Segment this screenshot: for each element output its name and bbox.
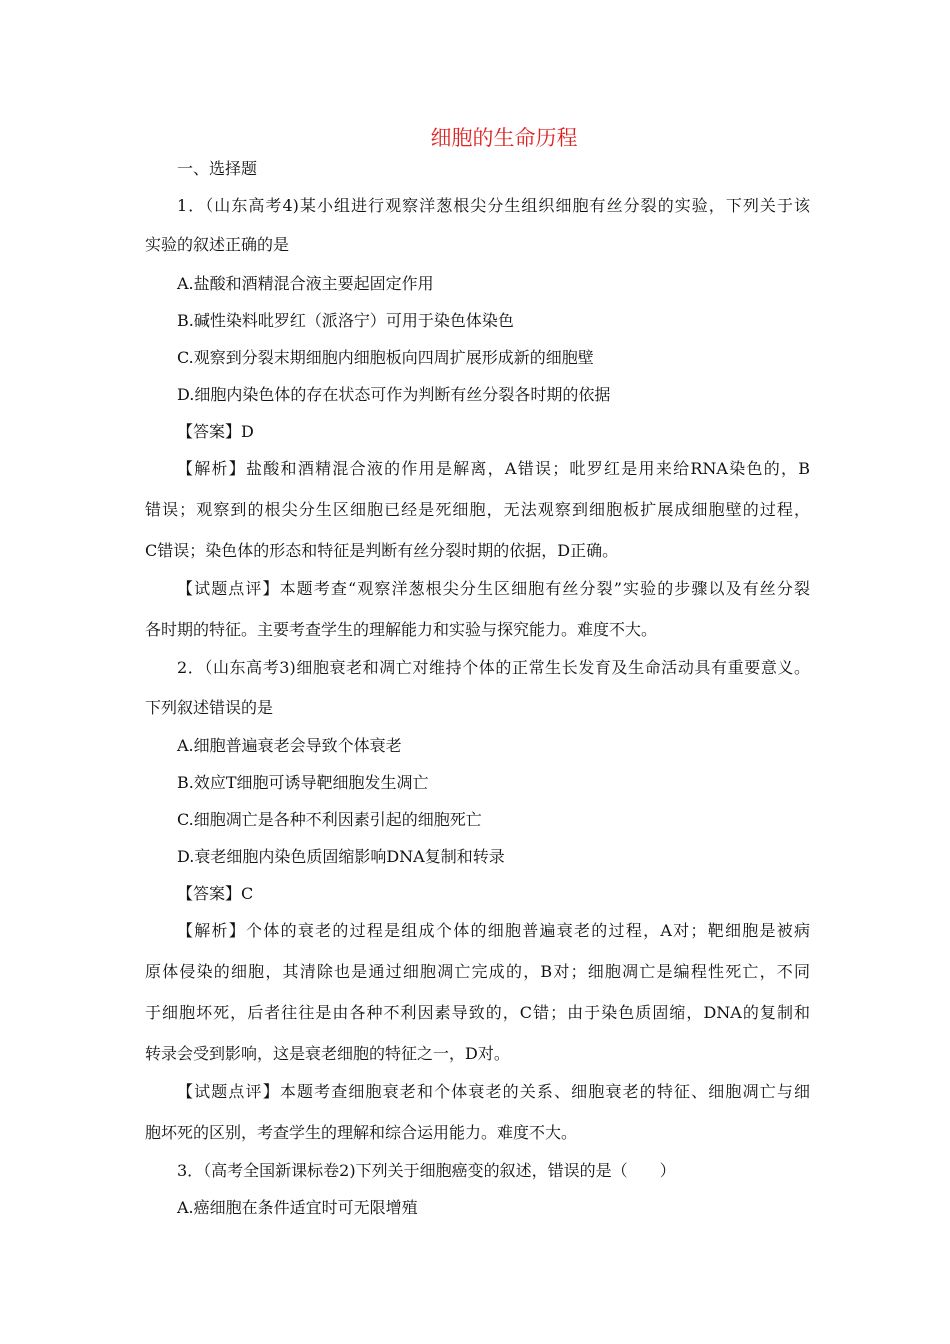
q2-option-a: A.细胞普遍衰老会导致个体衰老 <box>177 736 402 755</box>
q1-option-b: B.碱性染料吡罗红（派洛宁）可用于染色体染色 <box>177 311 514 330</box>
q2-option-c: C.细胞凋亡是各种不利因素引起的细胞死亡 <box>177 810 482 829</box>
q2-comment-line2: 胞坏死的区别，考查学生的理解和综合运用能力。难度不大。 <box>145 1123 578 1142</box>
q2-option-b: B.效应T细胞可诱导靶细胞发生凋亡 <box>177 773 429 792</box>
q2-stem-line2: 下列叙述错误的是 <box>145 698 274 717</box>
q1-option-d: D.细胞内染色体的存在状态可作为判断有丝分裂各时期的依据 <box>177 385 611 404</box>
q1-option-c: C.观察到分裂末期细胞内细胞板向四周扩展形成新的细胞壁 <box>177 348 594 367</box>
q1-stem-line2: 实验的叙述正确的是 <box>145 235 290 254</box>
q1-comment-line2: 各时期的特征。主要考查学生的理解能力和实验与探究能力。难度不大。 <box>145 620 658 639</box>
q1-stem-line1: 1．（山东高考4)某小组进行观察洋葱根尖分生组织细胞有丝分裂的实验，下列关于该 <box>177 196 810 215</box>
q1-answer: 【答案】D <box>177 422 254 441</box>
q2-analysis-line2: 原体侵染的细胞，其清除也是通过细胞凋亡完成的，B对；细胞凋亡是编程性死亡，不同 <box>145 962 810 981</box>
q1-analysis-line2: 错误；观察到的根尖分生区细胞已经是死细胞，无法观察到细胞板扩展成细胞壁的过程， <box>145 500 810 519</box>
q2-comment-line1: 【试题点评】本题考查细胞衰老和个体衰老的关系、细胞衰老的特征、细胞凋亡与细 <box>177 1082 810 1101</box>
q1-analysis-line3: C错误；染色体的形态和特征是判断有丝分裂时期的依据，D正确。 <box>145 541 619 560</box>
q1-option-a: A.盐酸和酒精混合液主要起固定作用 <box>177 274 434 293</box>
q3-stem-line1: 3．（高考全国新课标卷2)下列关于细胞癌变的叙述，错误的是（ ） <box>177 1161 676 1180</box>
q1-analysis-line1: 【解析】盐酸和酒精混合液的作用是解离，A错误；吡罗红是用来给RNA染色的，B <box>177 459 810 478</box>
section-heading: 一、选择题 <box>177 159 258 178</box>
q2-answer: 【答案】C <box>177 884 254 903</box>
page-title: 细胞的生命历程 <box>430 126 578 150</box>
q1-comment-line1: 【试题点评】本题考查“观察洋葱根尖分生区细胞有丝分裂”实验的步骤以及有丝分裂 <box>177 579 810 598</box>
q3-option-a: A.癌细胞在条件适宜时可无限增殖 <box>177 1198 418 1217</box>
q2-analysis-line1: 【解析】个体的衰老的过程是组成个体的细胞普遍衰老的过程，A对；靶细胞是被病 <box>177 921 810 940</box>
q2-analysis-line4: 转录会受到影响，这是衰老细胞的特征之一，D对。 <box>145 1044 510 1063</box>
q2-stem-line1: 2．（山东高考3)细胞衰老和凋亡对维持个体的正常生长发育及生命活动具有重要意义。 <box>177 658 810 677</box>
q2-analysis-line3: 于细胞坏死，后者往往是由各种不利因素导致的，C错；由于染色质固缩，DNA的复制和 <box>145 1003 810 1022</box>
q2-option-d: D.衰老细胞内染色质固缩影响DNA复制和转录 <box>177 847 505 866</box>
